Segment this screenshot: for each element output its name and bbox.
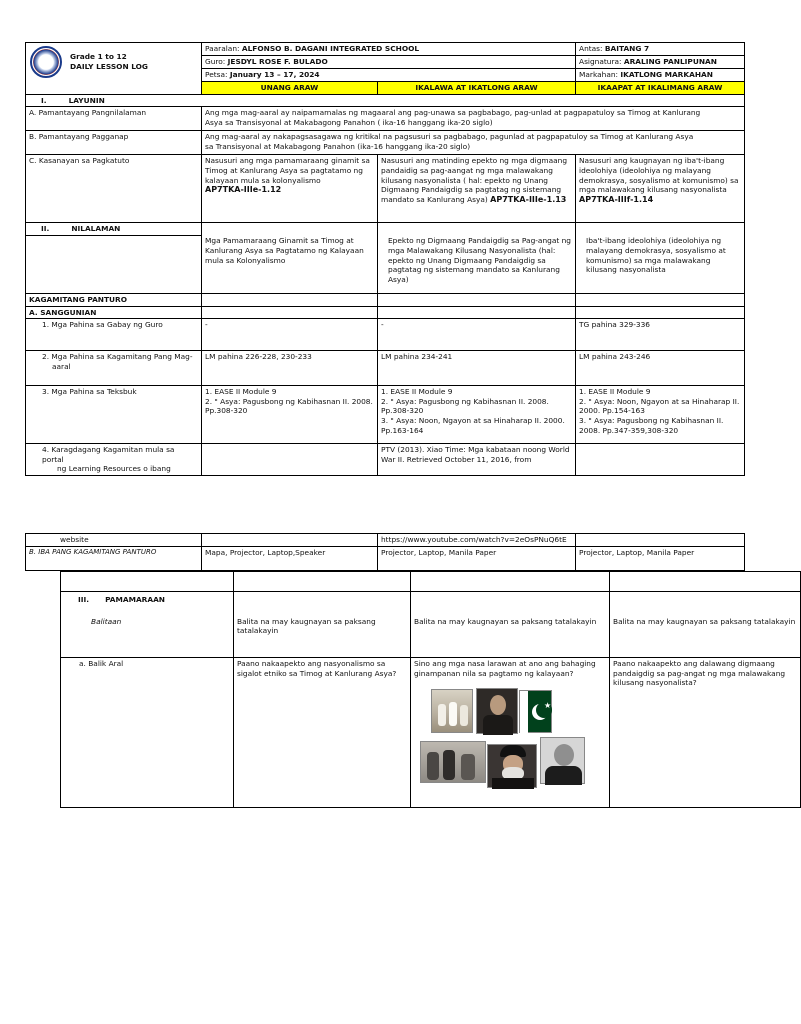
sanggunian-heading: A. SANGGUNIAN [26,306,202,319]
gabay-guro-day2: - [378,319,576,351]
subject-cell: Asignatura: ARALING PANLIPUNAN [576,56,745,69]
pamantayang-pagganap-label: B. Pamantayang Pagganap [26,131,202,155]
school-name: ALFONSO B. DAGANI INTEGRATED SCHOOL [241,44,420,53]
layunin-heading: I. LAYUNIN [26,94,745,107]
day2-header: IKALAWA AT IKATLONG ARAW [378,82,576,95]
crowd-photo [420,741,486,783]
gandhi-march-photo [431,689,473,733]
teksbuk-day2: 1. EASE II Module 9 2. " Asya: Pagusbong ng Kabihasnan II. 2008. Pp.308-320 3. " Asya: Noon, Ngayon at sa Hinaharap II. 2000. Pp.163-164 [378,386,576,444]
kasanayan-day2: Nasusuri ang matinding epekto ng mga digmaang pandaidig sa pag-aangat ng mga malawakang kilusang nasyonalista ( hal: epekto ng Unang Digmaang Pandaigdig sa pagtatag ng sistemang mandato sa Kanlurang Asya) AP7TKA-IIIe-1.13 [378,155,576,223]
pamantayang-pangnilalaman-label: A. Pamantayang Pangnilalaman [26,107,202,131]
day1-header: UNANG ARAW [202,82,378,95]
day3-header: IKAAPAT AT IKALIMANG ARAW [576,82,745,95]
balitaan-day1: Balita na may kaugnayan sa paksang tatalakayin [234,616,411,658]
website-link[interactable]: https://www.youtube.com/watch?v=2eOsPNuQ6tE [378,534,576,547]
iba-day1: Mapa, Projector, Laptop,Speaker [202,546,378,570]
header-logo-cell [26,43,202,95]
kasanayan-day3: Nasusuri ang kaugnayan ng iba't-ibang ideolohiya (ideolohiya ng malayang demokrasya, sosyalismo at komunismo) sa mga malawakang kilusang nasyonalista AP7TKA-IIIf-1.14 [576,155,745,223]
balitaan-day3: Balita na may kaugnayan sa paksang tatalakayin [610,616,801,658]
balik-aral-day3: Paano nakaapekto ang dalawang digmaang pandaigdig sa pag-angat ng mga malawakang kilusang nasyonalista? [610,658,801,808]
balik-aral-label: a. Balik Aral [61,658,234,808]
iba-pang-kagamitan-label: B. IBA PANG KAGAMITANG PANTURO [26,546,202,570]
pamamaraan-clip [0,571,796,811]
teacher-name: JESDYL ROSE F. BULADO [227,57,328,66]
teksbuk-day1: 1. EASE II Module 9 2. " Asya: Pagusbong ng Kabihasnan II. 2008. Pp.308-320 [202,386,378,444]
ataturk-portrait-photo [540,737,585,784]
pamantayang-pangnilalaman-text: Ang mga mag-aaral ay naipamamalas ng magaaral ang pag-unawa sa pagbabago, pag-unlad at pagpapatuloy sa Timog at Kanlurang Asya sa Transisyonal at Makabagong Panahon ( ika-16 hanggang ika-20 siglo) [202,107,745,131]
gabay-guro-day1: - [202,319,378,351]
nilalaman-heading: II. NILALAMAN [26,223,202,236]
gabay-guro-label: 1. Mga Pahina sa Gabay ng Guro [26,319,202,351]
quarter-value: IKATLONG MARKAHAN [620,70,713,79]
lm-day3: LM pahina 243-246 [576,351,745,386]
date-cell: Petsa: January 13 – 17, 2024 [202,69,576,82]
date-value: January 13 – 17, 2024 [229,70,320,79]
competency-code: AP7TKA-IIIf-1.14 [579,194,654,204]
balitaan-label: Balitaan [61,616,234,658]
website-label: website [26,534,202,547]
lm-day1: LM pahina 226-228, 230-233 [202,351,378,386]
competency-code: AP7TKA-IIIe-1.13 [490,194,567,204]
level-cell: Antas: BAITANG 7 [576,43,745,56]
level-value: BAITANG 7 [604,44,650,53]
kagamitan-heading: KAGAMITANG PANTURO [26,293,202,306]
kagamitang-mag-aaral-label: 2. Mga Pahina sa Kagamitang Pang Mag- aaral [26,351,202,386]
quarter-cell: Markahan: IKATLONG MARKAHAN [576,69,745,82]
lesson-log-table-continued [25,533,745,571]
teacher-cell: Guro: JESDYL ROSE F. BULADO [202,56,576,69]
nilalaman-day3: Iba't-ibang ideolohiya (ideolohiya ng malayang demokrasya, sosyalismo at komunismo) sa mga malawakang kilusang nasyonalista [576,235,745,293]
pakistan-flag-photo: ★ [519,690,552,733]
lesson-log-table-main [25,42,745,476]
iba-day3: Projector, Laptop, Manila Paper [576,546,745,570]
deped-seal-icon [30,46,62,78]
pamamaraan-heading: III. PAMAMARAAN [61,592,234,616]
balik-aral-day2: Sino ang mga nasa larawan at ano ang bahaging ginampanan nila sa pagtamo ng kalayaan? [411,658,610,808]
competency-code: AP7TKA-IIIe-1.12 [205,185,282,195]
portal-day2: PTV (2013). Xiao Time: Mga kabataan noong World War II. Retrieved October 11, 2016, from [378,444,576,476]
pamantayang-pagganap-text: Ang mag-aaral ay nakapagsasagawa ng kritikal na pagsusuri sa pagbabago, pagunlad at pagpapatuloy sa Timog at Kanlurang Asya sa Transisyonal at Makabagong Panahon (ika-16 hanggang ika-20 siglo) [202,131,745,155]
kasanayan-day1: Nasusuri ang mga pamamaraang ginamit sa Timog at Kanlurang Asya sa pagtatamo ng kalayaan mula sa kolonyalismo AP7TKA-IIIe-1.12 [202,155,378,223]
lm-day2: LM pahina 234-241 [378,351,576,386]
nilalaman-day2: Epekto ng Digmaang Pandaigdig sa Pag-angat ng mga Malawakang Kilusang Nasyonalista (hal: epekto ng Unang Digmaang Pandaigdig sa pagtatag ng sistemang mandato sa Kanlurang Asya) [378,235,576,293]
nilalaman-day1: Mga Pamamaraang Ginamit sa Timog at Kanlurang Asya sa Pagtatamo ng Kalayaan mula sa Kolonyalismo [202,235,378,293]
grade-label: Grade 1 to 12 [70,52,127,62]
iba-day2: Projector, Laptop, Manila Paper [378,546,576,570]
log-title: DAILY LESSON LOG [70,62,148,71]
subject-value: ARALING PANLIPUNAN [623,57,717,66]
kasanayan-label: C. Kasanayan sa Pagkatuto [26,155,202,223]
jinnah-portrait-photo [476,688,518,734]
teksbuk-label: 3. Mga Pahina sa Teksbuk [26,386,202,444]
teksbuk-day3: 1. EASE II Module 9 2. " Asya: Noon, Ngayon at sa Hinaharap II. 2000. Pp.154-163 3. " Asya: Pagusbong ng Kabihasnan II. 2008. Pp.347-359,308-320 [576,386,745,444]
portal-label: 4. Karagdagang Kagamitan mula sa portal ng Learning Resources o ibang [26,444,202,476]
balik-aral-day1: Paano nakaapekto ang nasyonalismo sa sigalot etniko sa Timog at Kanlurang Asya? [234,658,411,808]
khomeini-portrait-photo [487,744,537,788]
gabay-guro-day3: TG pahina 329-336 [576,319,745,351]
balitaan-day2: Balita na may kaugnayan sa paksang tatalakayin [411,616,610,658]
school-cell: Paaralan: ALFONSO B. DAGANI INTEGRATED SCHOOL [202,43,576,56]
